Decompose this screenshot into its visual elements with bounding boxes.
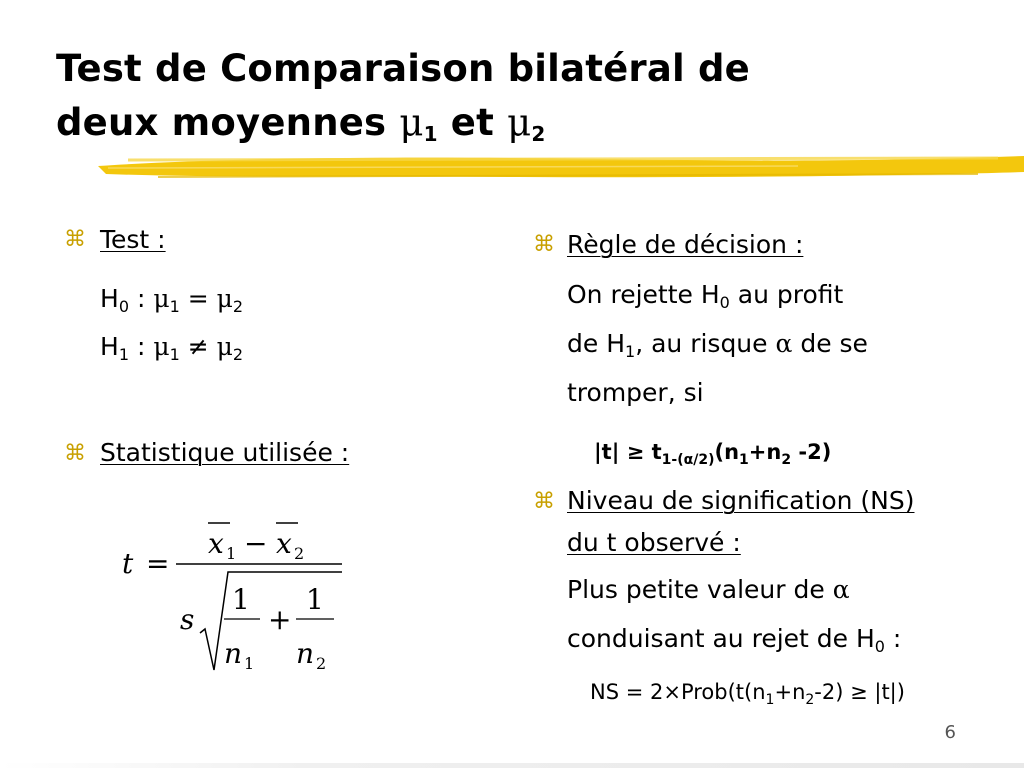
- formula-x1: x: [208, 527, 224, 560]
- colon: :: [129, 284, 154, 313]
- subscript: 2: [232, 297, 244, 316]
- subscript: 1: [169, 297, 180, 316]
- formula-s: s: [180, 603, 195, 636]
- ns-heading-line-2: du t observé :: [567, 528, 741, 557]
- ns-line-2: [567, 624, 901, 662]
- text: |t| ≥ t: [594, 440, 662, 464]
- text: +n: [774, 680, 806, 704]
- text: de se: [792, 329, 868, 358]
- mu-symbol: μ: [507, 101, 532, 144]
- title-line-1: Test de Comparaison bilatéral de: [56, 47, 750, 90]
- bottom-divider: [0, 763, 1024, 768]
- formula-n1: n: [224, 637, 243, 670]
- formula-n1-sub: 1: [244, 654, 255, 673]
- formula-sub1: 1: [226, 544, 237, 563]
- text: -2) ≥ |t|): [814, 680, 905, 704]
- text: :: [884, 624, 902, 653]
- formula-t: t: [122, 547, 134, 580]
- formula-equals: =: [146, 547, 170, 580]
- text: Prob(t(n: [680, 680, 766, 704]
- formula-n2-sub: 2: [316, 654, 327, 673]
- text: , au risque: [635, 329, 776, 358]
- formula-minus: −: [244, 527, 268, 560]
- mu-symbol: μ: [153, 332, 170, 361]
- title-text: deux moyennes: [56, 101, 400, 144]
- t-statistic-formula: [110, 505, 370, 685]
- critical-condition: [594, 437, 831, 475]
- h-letter: H: [100, 332, 119, 361]
- title-subscript: 2: [531, 122, 546, 146]
- test-heading: Test :: [100, 225, 166, 254]
- formula-sub2: 2: [294, 544, 305, 563]
- slide-title: [56, 42, 996, 161]
- subscript: 0: [118, 297, 129, 316]
- alpha-symbol: α: [775, 329, 793, 358]
- text: -2): [791, 440, 832, 464]
- decision-rule-heading: Règle de décision :: [567, 230, 804, 259]
- rule-line-1: [567, 280, 843, 318]
- mu-symbol: μ: [216, 284, 233, 313]
- subscript: 1: [739, 452, 749, 468]
- highlighter-stroke: [98, 150, 1024, 186]
- subscript: 2: [805, 692, 815, 708]
- mu-symbol: μ: [399, 101, 424, 144]
- bullet-icon: ⌘: [64, 227, 86, 252]
- subscript: 1: [765, 692, 775, 708]
- hypothesis-h0: [100, 284, 243, 322]
- subscript: 1: [625, 342, 636, 361]
- title-et: et: [437, 101, 508, 144]
- subscript: 0: [719, 293, 730, 312]
- hypothesis-h1: [100, 332, 243, 370]
- ns-formula: [590, 677, 905, 715]
- subscript: 2: [781, 452, 792, 468]
- formula-x2: x: [276, 527, 292, 560]
- subscript: 2: [232, 345, 244, 364]
- bullet-icon: ⌘: [533, 489, 555, 514]
- formula-n2: n: [296, 637, 315, 670]
- subscript: 1: [118, 345, 129, 364]
- not-equal: ≠: [179, 332, 217, 361]
- times-symbol: ×: [663, 680, 681, 704]
- text: (n: [714, 440, 740, 464]
- text: conduisant au rejet de H: [567, 624, 875, 653]
- text: de H: [567, 329, 625, 358]
- title-subscript: 1: [423, 122, 438, 146]
- rule-line-2: [567, 329, 868, 367]
- subscript: 1: [169, 345, 180, 364]
- page-number: 6: [944, 722, 956, 743]
- mu-symbol: μ: [153, 284, 170, 313]
- rule-line-3: tromper, si: [567, 378, 704, 407]
- ns-heading-line-1: Niveau de signification (NS): [567, 486, 915, 515]
- formula-one-a: 1: [232, 583, 250, 616]
- mu-symbol: μ: [216, 332, 233, 361]
- text: On rejette H: [567, 280, 720, 309]
- colon: :: [129, 332, 154, 361]
- text: +n: [748, 440, 782, 464]
- text: au profit: [729, 280, 844, 309]
- formula-one-b: 1: [306, 583, 324, 616]
- alpha-symbol: α: [832, 575, 850, 604]
- text: NS = 2: [590, 680, 664, 704]
- formula-plus: +: [268, 603, 292, 636]
- text: Plus petite valeur de: [567, 575, 833, 604]
- subscript: 0: [874, 637, 885, 656]
- subscript: 1-(α/2): [661, 452, 715, 468]
- bullet-icon: ⌘: [64, 441, 86, 466]
- equals: =: [179, 284, 217, 313]
- bullet-icon: ⌘: [533, 232, 555, 257]
- ns-line-1: [567, 575, 850, 605]
- h-letter: H: [100, 284, 119, 313]
- statistic-heading: Statistique utilisée :: [100, 438, 350, 467]
